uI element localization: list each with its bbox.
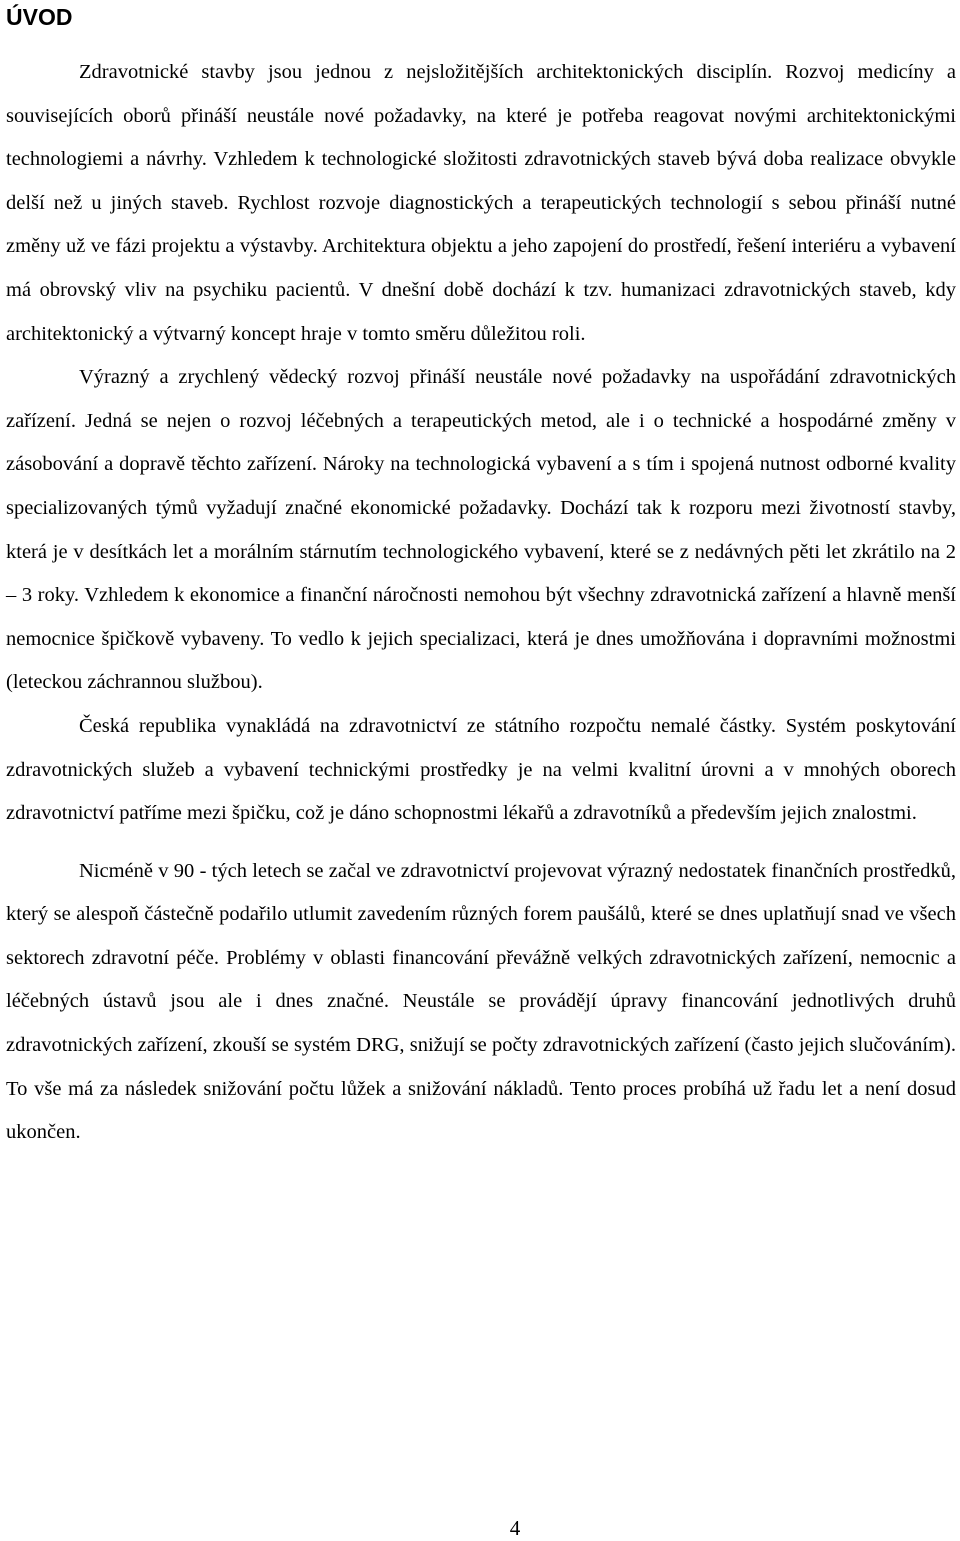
document-body: [6, 51, 956, 1155]
page-number: 4: [509, 1516, 521, 1540]
paragraph-czech-republic: Česká republika vynakládá na zdravotnictví ze státního rozpočtu nemalé částky. Systém poskytování zdravotnických služeb a vybavení technickými prostředky je na velmi kvalitní úrovni a v mnohých oborech zdravotnictví patříme mezi špičku, což je dáno schopnostmi lékařů a zdravotníků a především jejich znalostmi.: [6, 714, 956, 825]
paragraph-financing: Nicméně v 90 - tých letech se začal ve zdravotnictví projevovat výrazný nedostatek finančních prostředků, který se alespoň částečně podařilo utlumit zavedením různých forem paušálů, které se dnes uplatňují snad ve všech sektorech zdravotní péče. Problémy v oblasti financování převážně velkých zdravotnických zařízení, nemocnic a léčebných ústavů jsou ale i dnes značné. Neustále se provádějí úpravy financování jednotlivých druhů zdravotnických zařízení, zkouší se systém DRG, snižují se počty zdravotnických zařízení (často jejich slučováním). To vše má za následek snižování počtu lůžek a snižování nákladů. Tento proces probíhá už řadu let a není dosud ukončen.: [6, 859, 956, 1144]
paragraph-scientific-development: Výrazný a zrychlený vědecký rozvoj přináší neustále nové požadavky na uspořádání zdravotnických zařízení. Jedná se nejen o rozvoj léčebných a terapeutických metod, ale i o technické a hospodárné změny v zásobování a dopravě těchto zařízení. Nároky na technologická vybavení a s tím i spojená nutnost odborné kvality specializovaných týmů vyžadují značné ekonomické požadavky. Dochází tak k rozporu mezi životností stavby, která je v desítkách let a morálním stárnutím technologického vybavení, které se z nedávných pěti let zkrátilo na 2 – 3 roky. Vzhledem k ekonomice a finanční náročnosti nemohou být všechny zdravotnická zařízení a hlavně menší nemocnice špičkově vybaveny. To vedlo k jejich specializaci, která je dnes umožňována i dopravními možnostmi (leteckou záchrannou službou).: [6, 366, 956, 694]
paragraph-intro: Zdravotnické stavby jsou jednou z nejsložitějších architektonických disciplín. Rozvoj medicíny a souvisejících oborů přináší neustále nové požadavky, na které je potřeba reagovat novými architektonickými technologiemi a návrhy. Vzhledem k technologické složitosti zdravotnických staveb bývá doba realizace obvykle delší než u jiných staveb. Rychlost rozvoje diagnostických a terapeutických technologií s sebou přináší nutné změny už ve fázi projektu a výstavby. Architektura objektu a jeho zapojení do prostředí, řešení interiéru a vybavení má obrovský vliv na psychiku pacientů. V dnešní době dochází k tzv. humanizaci zdravotnických staveb, kdy architektonický a výtvarný koncept hraje v tomto směru důležitou roli.: [6, 61, 956, 345]
page-heading: ÚVOD: [6, 4, 73, 30]
